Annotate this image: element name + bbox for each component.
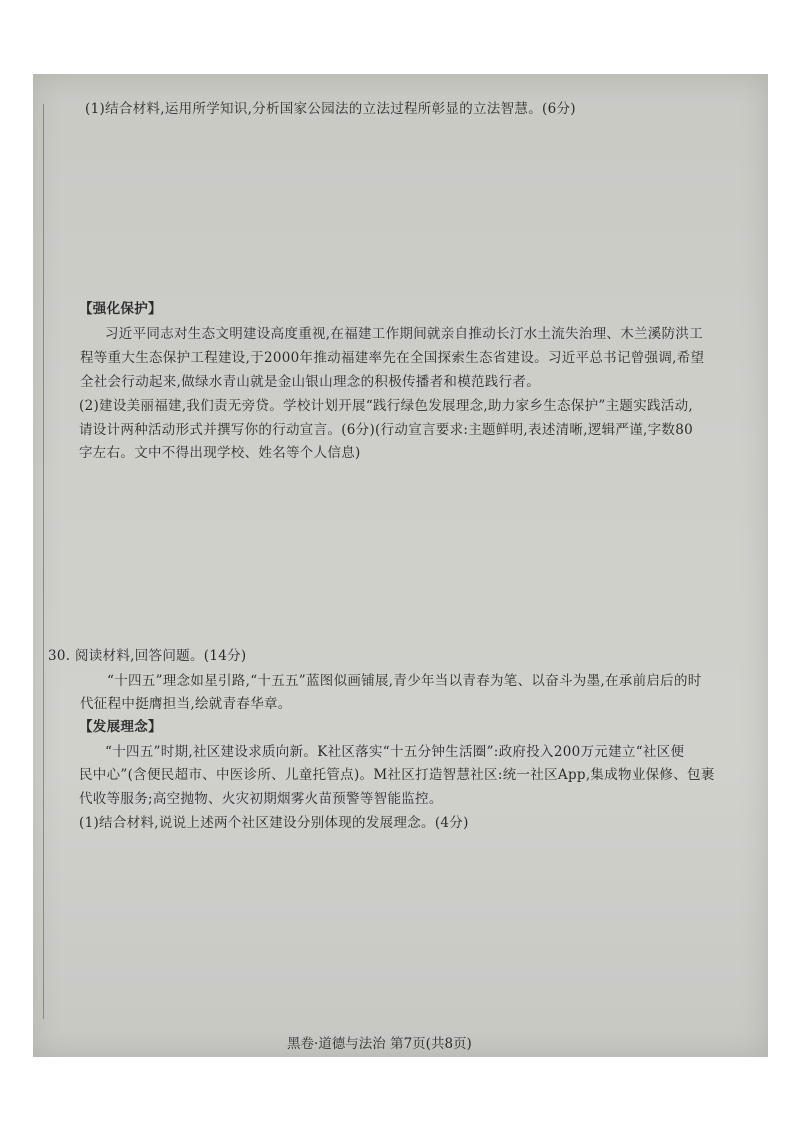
protect-para-line-3: 全社会行动起来,做绿水青山就是金山银山理念的积极传播者和模范践行者。 <box>80 374 540 390</box>
page-footer: 黑卷·道德与法治 第7页(共8页) <box>287 1036 472 1052</box>
question-29-part-1: (1)结合材料,运用所学知识,分析国家公园法的立法过程所彰显的立法智慧。(6分) <box>85 101 576 117</box>
question-29-part-2-line-3: 字左右。文中不得出现学校、姓名等个人信息) <box>79 445 361 461</box>
development-para-line-2: 民中心”(含便民超市、中医诊所、儿童托管点)。M社区打造智慧社区:统一社区App,集成物业保修、包裹 <box>79 767 715 783</box>
question-30-part-1: (1)结合材料,说说上述两个社区建设分别体现的发展理念。(4分) <box>79 815 469 831</box>
section-heading-protect: 【强化保护】 <box>79 301 162 317</box>
exam-page <box>33 74 768 1057</box>
development-para-line-1: “十四五”时期,社区建设求质向新。K社区落实“十五分钟生活圈”:政府投入200万元建立“社区便 <box>105 744 685 760</box>
question-29-part-2-line-2: 请设计两种活动形式并撰写你的行动宣言。(6分)(行动宣言要求:主题鲜明,表述清晰,逻辑严谨,字数80 <box>79 422 693 438</box>
question-29-part-2-line-1: (2)建设美丽福建,我们责无旁贷。学校计划开展“践行绿色发展理念,助力家乡生态保护”主题实践活动, <box>79 398 693 414</box>
section-heading-development: 【发展理念】 <box>79 719 162 735</box>
q30-intro-line-1: “十四五”理念如星引路,“十五五”蓝图似画铺展,青少年当以青春为笔、以奋斗为墨,在承前启后的时 <box>107 673 702 689</box>
development-para-line-3: 代收等服务;高空抛物、火灾初期烟雾火苗预警等智能监控。 <box>79 791 443 807</box>
q30-intro-line-2: 代征程中挺膺担当,绘就青春华章。 <box>80 696 292 712</box>
protect-para-line-1: 习近平同志对生态文明建设高度重视,在福建工作期间就亲自推动长汀水土流失治理、木兰溪防洪工 <box>105 326 703 342</box>
margin-line <box>43 104 44 1019</box>
question-30-header: 30. 阅读材料,回答问题。(14分) <box>48 648 247 664</box>
protect-para-line-2: 程等重大生态保护工程建设,于2000年推动福建率先在全国探索生态省建设。习近平总书记曾强调,希望 <box>80 350 705 366</box>
